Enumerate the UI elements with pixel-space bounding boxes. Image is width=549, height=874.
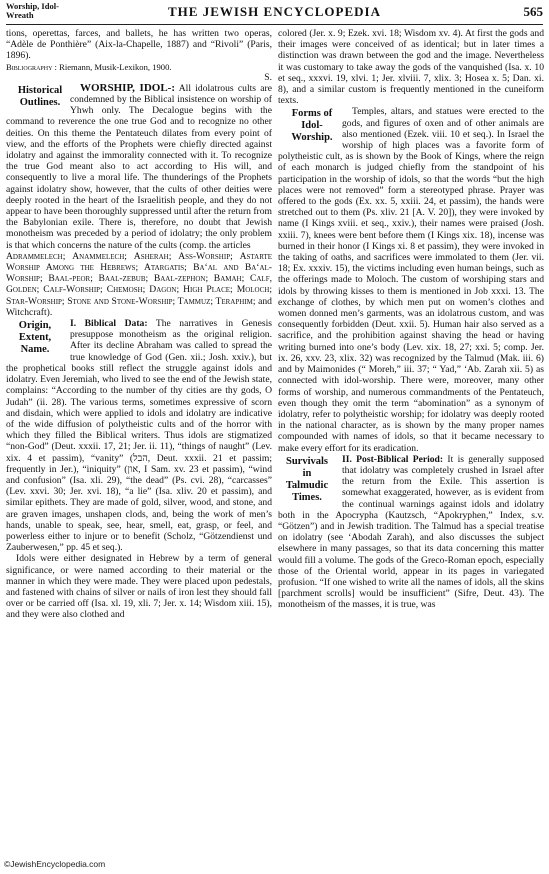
bibliography-label: Bibliography : xyxy=(6,61,57,72)
previous-article-end: tions, operettas, farces, and ballets, he has written two operas, “Adèle de Ponthière” (Aix-la-Chapelle, 1887) and “Rivoli” (Paris, 1896). xyxy=(6,28,272,62)
cross-reference-list: Adrammelech; Anammelech; Asherah; Ass-Worship; Astarte Worship Among the Hebrews; Atargatis; Ba‘al and Ba‘al-Worship; Baal-peor; Baal-zebub; Baal-zephon; Bamah; Calf, Golden; Calf-Worship; Chemosh; Dagon; High Place; Moloch; Star-Worship; Stone and Stone-Worship; Tammuz; Teraphim; xyxy=(6,250,272,307)
side-heading-survivals-in-talmudic-times-line-4: Times. xyxy=(292,491,322,503)
intro-text: All idolatrous cults are condemned by the Biblical insistence on worship of Yhwh only. The Decalogue begins with the command to reverence the one true God and to recognize no other deities. On this theme the Pentateuch dilates from every point of view, and the efforts of the Prophets were chiefly directed against idolatry and against the immorality connected with it. To recognize the true God meant also to act according to His will, and consequently to live a moral life. The thunderings of the Prophets against idolatry show, however, that the cults of other deities were deeply rooted in the heart of the Israelitish people, and they do not appear to have been thoroughly suppressed until after the return from the Babylonian exile. There is, therefore, no doubt that Jewish monotheism was preceded by a period of idolatry; the only problem is that which concerns the nature of the cults (comp. the articles xyxy=(6,82,272,251)
biblical-data-section xyxy=(6,318,272,553)
journal-title: THE JEWISH ENCYCLOPEDIA xyxy=(168,4,381,19)
side-heading-survivals-in-talmudic-times xyxy=(278,456,336,504)
side-heading-origin-extent-name-line-1: Origin, xyxy=(18,320,52,332)
article-title: WORSHIP, IDOL-: xyxy=(80,81,175,94)
side-heading-historical-outlines xyxy=(6,85,64,109)
intro-cross-references xyxy=(6,251,272,318)
page-number: 565 xyxy=(523,4,543,19)
right-column xyxy=(278,28,544,611)
side-heading-forms-of-idol-worship-line-3: Worship. xyxy=(291,132,333,144)
article-intro xyxy=(6,83,272,251)
idols-paragraph: Idols were either designated in Hebrew by a term of general significance, or were named according to their material or the manner in which they were made. They were placed upon pedestals, and fastened with chains of silver or nails of iron lest they should fall over or be carried off (Isa. xl. 19, xli. 7; Jer. x. 14; Wisdom xiii. 15), and they were also clothed and xyxy=(6,553,272,621)
side-heading-origin-extent-name xyxy=(6,320,64,356)
running-head-line-1: Worship, Idol- xyxy=(6,1,59,11)
side-heading-survivals-in-talmudic-times-line-1: Survivals xyxy=(285,455,328,467)
worship-forms-paragraph: Forms of Idol- Worship. Temples, altars, and statues were erected to the gods, and figures of oxen and of other animals are also mentioned (Ezek. viii. 10 et seq.). In Israel the worship of high places was a favorite form of polytheistic cult, as is shown by the Book of Kings, where the reign of each monarch is judged chiefly from the standpoint of his participation in the worship of idols, so that the words “but the high places were not removed” form a stereotyped phrase. Prayer was offered to the gods (Ex. xx. 5, xxiii. 24, et passim), the hands were stretched out to them (Ps. xliv. 21 [A. V. 20]), they were invoked by name (I Kings xviii. et seq., xxiv.), their names were praised (Josh. xxiii. 7), knees were bent before them (I Kings xix. 18), incense was burned in their honor (I Kings xi. 8 et passim), they were invoked in the taking of oaths, and sacrifices were immolated to them (Jer. vii. 18; Ex. xxxiv. 15), the victims including even human beings, such as the offerings made to Moloch. The custom of worshiping stars and idols by throwing kisses to them is mentioned in Job xxxi. 13. The exchange of clothes, by which men put on women’s clothes and women donned men’s garments, was an idolatrous custom, and was consequently forbidden (Deut. xxii. 5). Human hair also served as a sacrifice, and the prohibition against shaving the head or having writing burned into one’s body (Lev. xix. 18, 27; xxi. 5; comp. Jer. ix. 26, xxv. 23, xlix. 32) was recognized by the Talmud (Mak. iii. 6) and by Maimonides (“ Moreh,” iii. 37; “ Yad,” ‘Ab. Zarah xii. 5) as connected with idol-worship. There were, moreover, many other forms of worship, and numerous commandments of the Pentateuch, even though they omit the term “abomination” as a synonym of idolatry, refer to polytheistic worship; for idolatry was deeply rooted in the national character, as is shown by the many proper names compounded with names of idols, so that it became necessary to make every effort for its eradication. xyxy=(278,106,544,454)
images-paragraph: colored (Jer. x. 9; Ezek. xvi. 18; Wisdom xv. 4). At first the gods and their images were conceived of as identical; but in later times a distinction was drawn between the god and the image. Nevertheless it was customary to take away the gods of the vanquished (Isa. x. 10 et seq., xxxvi. 19, xlvi. 1; Jer. xlviii. 7, xlix. 3; Hosea x. 5; Dan. xi. 8), and a similar custom is frequently mentioned in the cuneiform texts. xyxy=(278,28,544,107)
side-heading-forms-of-idol-worship xyxy=(278,108,336,144)
side-heading-historical-outlines-line-2: Outlines. xyxy=(19,96,61,108)
post-biblical-text: It is generally supposed that idolatry was completely crushed in Israel after the return from the Exile. This assertion is somewhat exaggerated, however, as is evident from the continual warnings against idols and idolatry both in the Apocrypha (Kautzsch, “Apokryphen,” Index, s.v. “Götzen”) and in Jewish tradition. The Talmud has a special treatise on idolatry (see ‘Abodah Zarah), and also discusses the subject elsewhere in many passages, so that its data concerning this matter would fill a volume. The gods of the Greco-Roman epoch, especially those of the Oriental world, appear in its pages in variegated profusion. “If one wished to write all the names of idols, all the skins [parchment scrolls] would be insufficient” (Sifre, Deut. 43). The monotheism of the masses, it is true, was xyxy=(278,453,544,611)
side-heading-forms-of-idol-worship-line-1: Forms of xyxy=(291,108,333,120)
side-heading-forms-of-idol-worship-line-2: Idol- xyxy=(301,120,323,132)
bibliography-text: Riemann, Musik-Lexikon, 1900. xyxy=(56,61,172,72)
side-heading-origin-extent-name-line-2: Extent, xyxy=(18,332,52,344)
side-heading-origin-extent-name-line-3: Name. xyxy=(20,344,50,356)
section-title-biblical-data: I. Biblical Data: xyxy=(70,318,148,330)
bibliography xyxy=(6,62,272,72)
author-signature: S. xyxy=(264,71,272,83)
side-heading-survivals-in-talmudic-times-line-3: Talmudic xyxy=(285,479,329,491)
post-biblical-section xyxy=(278,454,544,611)
side-heading-survivals-in-talmudic-times-line-2: in xyxy=(302,467,312,479)
side-heading-historical-outlines-line-1: Historical xyxy=(17,84,63,96)
left-column xyxy=(6,28,272,621)
copyright-footer: ©JewishEncyclopedia.com xyxy=(4,859,106,869)
intro-end: and Witchcraft). xyxy=(6,295,272,318)
biblical-data-text: The narratives in Genesis presuppose monotheism as the original religion. After its decline Abraham was called to spread the true knowledge of God (Gen. xii.; Josh. xxiv.), but the prophetical books still reflect the struggle against idols and idolatry. Even Jeremiah, who lived to see the end of the Jewish state, complains: “According to the number of thy cities are thy gods, O Judah” (ii. 28). The various terms, sometimes expressive of scorn and disdain, which were applied to idols and idolatry are indicative of the wide diffusion of polytheistic cults and of the horror with which they filled the Biblical writers. Thus idols are stigmatized “non-God” (Deut. xxxii. 17, 21; Jer. ii. 11), “things of naught” (Lev. xix. 4 et passim), “vanity” (הבל, Deut. xxxii. 21 et passim; frequently in Jer.), “iniquity” (און, I Sam. xv. 23 et passim), “wind and confusion” (Isa. xli. 29), “the dead” (Ps. cvi. 28), “carcasses” (Lev. xxvi. 30; Jer. xvi. 18), “a lie” (Isa. xliv. 20 et passim), and similar epithets. They are made of gold, silver, wood, and stone, and are graven images, unshapen clods, and, being the work of men’s hands, unable to speak, see, hear, smell, eat, grasp, or feel, and powerless either to injure or to benefit (Scholz, “Götzendienst und Zauberwesen,” pp. 45 et seq.). xyxy=(6,318,272,554)
page-header xyxy=(6,2,543,25)
running-head-line-2: Wreath xyxy=(6,10,34,20)
section-title-post-biblical: II. Post-Biblical Period: xyxy=(342,453,444,465)
